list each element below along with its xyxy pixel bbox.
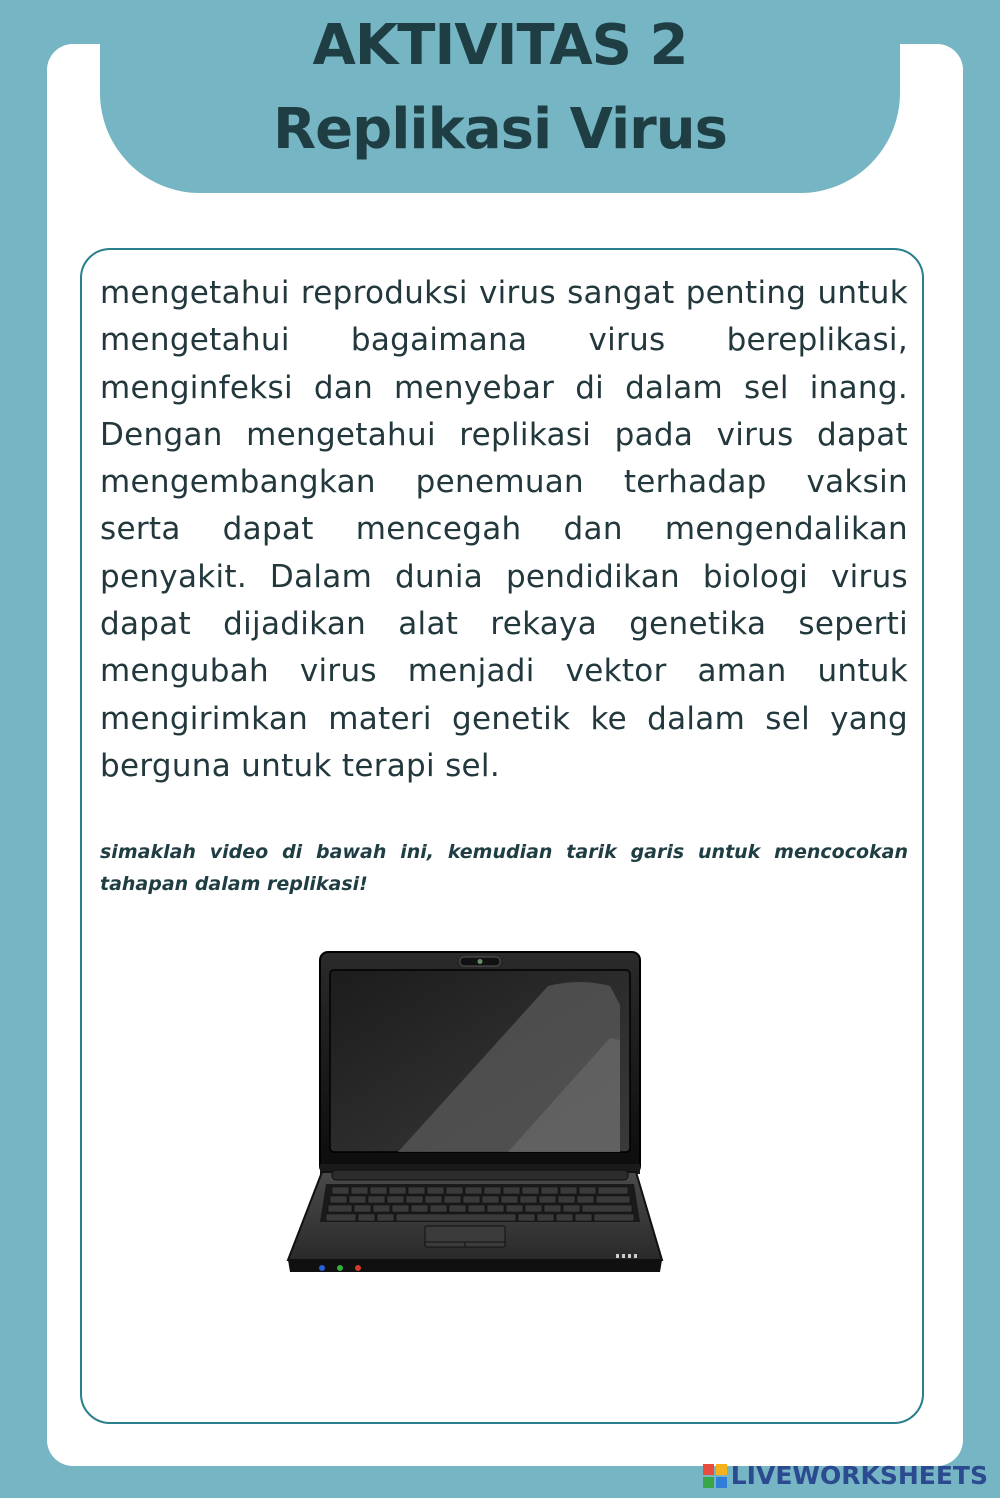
page-subtitle: Replikasi Virus bbox=[273, 97, 727, 162]
liveworksheets-logo[interactable] bbox=[703, 1461, 988, 1490]
instruction-text: simaklah video di bawah ini, kemudian tarik garis untuk mencocokan tahapan dalam replikasi! bbox=[100, 841, 908, 895]
intro-paragraph: mengetahui reproduksi virus sangat penting untuk mengetahui bagaimana virus bereplikasi, menginfeksi dan menyebar di dalam sel inang. Dengan mengetahui replikasi pada virus dapat mengembangkan penemuan terhadap vaksin serta dapat mencegah dan mengendalikan penyakit. Dalam dunia pendidikan biologi virus dapat dijadikan alat rekaya genetika seperti mengubah virus menjadi vektor aman untuk mengirimkan materi genetik ke dalam sel yang berguna untuk terapi sel. bbox=[100, 275, 908, 784]
page-title: AKTIVITAS 2 bbox=[312, 13, 688, 78]
laptop-icon[interactable] bbox=[280, 950, 670, 1280]
liveworksheets-mark-icon bbox=[703, 1464, 727, 1488]
brand-name: LIVEWORKSHEETS bbox=[730, 1461, 988, 1490]
header-banner bbox=[100, 0, 900, 193]
